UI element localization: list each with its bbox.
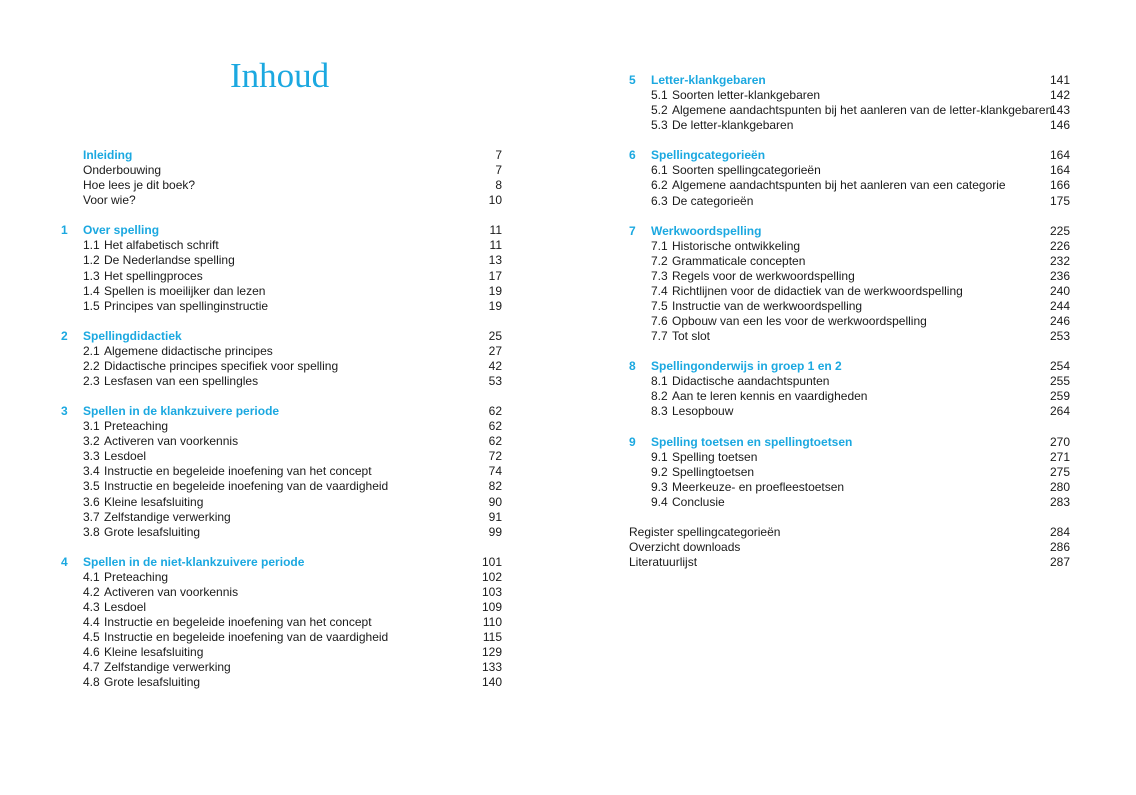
section-page: 19 bbox=[488, 298, 502, 313]
section-number: 4.3 bbox=[83, 600, 100, 615]
chapter-title: Over spelling bbox=[83, 223, 160, 238]
chapter-title: Spellingonderwijs in groep 1 en 2 bbox=[651, 359, 842, 374]
toc-section bbox=[629, 73, 1070, 133]
chapter-page: 254 bbox=[1049, 359, 1070, 374]
toc-section bbox=[61, 329, 502, 389]
section-page: 240 bbox=[1049, 283, 1070, 298]
section-title: Aan te leren kennis en vaardigheden bbox=[672, 389, 868, 404]
section-page: 236 bbox=[1049, 268, 1070, 283]
section-title: Principes van spellinginstructie bbox=[104, 298, 269, 313]
toc-entry bbox=[629, 374, 1070, 389]
section-number: 7.6 bbox=[651, 314, 668, 329]
section-title: Grammaticale concepten bbox=[672, 253, 806, 268]
section-title: Lesopbouw bbox=[672, 404, 734, 419]
section-page: 17 bbox=[488, 268, 502, 283]
section-page: 146 bbox=[1049, 118, 1070, 133]
section-page: 19 bbox=[488, 283, 502, 298]
section-number: 1.3 bbox=[83, 268, 100, 283]
chapter-page: 7 bbox=[495, 148, 502, 162]
toc-entry bbox=[629, 404, 1070, 419]
section-page: 74 bbox=[488, 464, 502, 479]
toc-entry bbox=[629, 194, 1070, 209]
toc-entry bbox=[629, 88, 1070, 103]
section-page: 102 bbox=[481, 569, 502, 584]
section-title: Zelfstandige verwerking bbox=[104, 509, 231, 524]
toc-entry bbox=[61, 510, 502, 525]
toc-entry bbox=[61, 464, 502, 479]
section-page: 284 bbox=[1049, 524, 1070, 539]
toc-entry bbox=[61, 525, 502, 540]
section-number: 7.4 bbox=[651, 283, 668, 298]
toc-entry bbox=[61, 615, 502, 630]
page-title: Inhoud bbox=[230, 56, 330, 95]
toc-entry bbox=[629, 540, 1070, 555]
toc-section bbox=[629, 148, 1070, 208]
section-page: 175 bbox=[1049, 193, 1070, 208]
toc-entry bbox=[629, 555, 1070, 570]
toc-section bbox=[629, 525, 1070, 570]
chapter-entry bbox=[61, 329, 502, 344]
section-page: 90 bbox=[488, 494, 502, 509]
section-page: 142 bbox=[1049, 88, 1070, 103]
toc-entry bbox=[629, 239, 1070, 254]
section-title: Opbouw van een les voor de werkwoordspelling bbox=[672, 314, 927, 329]
section-number: 5.3 bbox=[651, 118, 668, 133]
toc-entry bbox=[61, 344, 502, 359]
toc-section bbox=[61, 223, 502, 313]
chapter-number: 7 bbox=[629, 223, 636, 238]
section-number: 3.8 bbox=[83, 524, 100, 539]
toc-entry bbox=[629, 103, 1070, 118]
section-title: Instructie van de werkwoordspelling bbox=[672, 299, 863, 314]
section-title: Lesdoel bbox=[104, 449, 147, 464]
toc-column-right bbox=[629, 73, 1070, 585]
chapter-entry bbox=[61, 555, 502, 570]
section-title: Algemene didactische principes bbox=[104, 343, 273, 358]
toc-section bbox=[61, 148, 502, 208]
section-number: 8.3 bbox=[651, 404, 668, 419]
toc-entry bbox=[61, 645, 502, 660]
section-title: Lesdoel bbox=[104, 600, 147, 615]
toc-entry bbox=[61, 359, 502, 374]
toc-entry bbox=[61, 284, 502, 299]
section-title: Meerkeuze- en proefleestoetsen bbox=[672, 479, 845, 494]
toc-entry bbox=[61, 630, 502, 645]
section-title: Register spellingcategorieën bbox=[629, 524, 781, 539]
section-number: 7.7 bbox=[651, 329, 668, 344]
toc-entry bbox=[61, 419, 502, 434]
section-title: Spelling toetsen bbox=[672, 449, 758, 464]
section-number: 1.2 bbox=[83, 253, 100, 268]
toc-entry bbox=[61, 238, 502, 253]
section-number: 8.2 bbox=[651, 389, 668, 404]
chapter-page: 225 bbox=[1049, 223, 1070, 238]
chapter-page: 101 bbox=[481, 554, 502, 569]
toc-entry bbox=[61, 585, 502, 600]
section-page: 287 bbox=[1049, 555, 1070, 570]
toc-entry bbox=[629, 254, 1070, 269]
section-number: 3.5 bbox=[83, 479, 100, 494]
toc-entry bbox=[629, 525, 1070, 540]
section-number: 9.2 bbox=[651, 464, 668, 479]
toc-entry bbox=[629, 465, 1070, 480]
chapter-page: 270 bbox=[1049, 434, 1070, 449]
toc-entry bbox=[61, 675, 502, 690]
section-title: Literatuurlijst bbox=[629, 555, 698, 570]
chapter-entry bbox=[629, 435, 1070, 450]
chapter-page: 11 bbox=[489, 223, 502, 238]
section-number: 4.1 bbox=[83, 569, 100, 584]
section-page: 53 bbox=[488, 374, 502, 389]
section-page: 246 bbox=[1049, 314, 1070, 329]
toc-column-left bbox=[61, 148, 502, 706]
toc-entry bbox=[629, 269, 1070, 284]
section-title: Het spellingproces bbox=[104, 268, 203, 283]
chapter-entry bbox=[61, 148, 502, 163]
toc-entry bbox=[61, 299, 502, 314]
chapter-page: 62 bbox=[488, 404, 502, 419]
section-title: De categorieën bbox=[672, 193, 754, 208]
chapter-number: 3 bbox=[61, 404, 68, 419]
toc-entry bbox=[629, 495, 1070, 510]
section-number: 5.1 bbox=[651, 88, 668, 103]
chapter-entry bbox=[629, 148, 1070, 163]
section-title: De Nederlandse spelling bbox=[104, 253, 235, 268]
section-title: De letter-klankgebaren bbox=[672, 118, 794, 133]
section-page: 226 bbox=[1049, 238, 1070, 253]
section-page: 264 bbox=[1049, 404, 1070, 419]
chapter-title: Spellingdidactiek bbox=[83, 328, 182, 343]
section-number: 3.2 bbox=[83, 434, 100, 449]
section-number: 4.4 bbox=[83, 615, 100, 630]
toc-entry bbox=[629, 314, 1070, 329]
section-title: Hoe lees je dit boek? bbox=[83, 178, 196, 193]
section-number: 4.6 bbox=[83, 645, 100, 660]
chapter-title: Letter-klankgebaren bbox=[651, 73, 766, 87]
toc-entry bbox=[629, 163, 1070, 178]
toc-entry bbox=[629, 299, 1070, 314]
toc-section bbox=[629, 224, 1070, 345]
section-page: 13 bbox=[488, 253, 502, 268]
section-title: Zelfstandige verwerking bbox=[104, 660, 231, 675]
section-title: Kleine lesafsluiting bbox=[104, 494, 204, 509]
section-page: 109 bbox=[481, 600, 502, 615]
section-title: Grote lesafsluiting bbox=[104, 675, 201, 690]
section-page: 62 bbox=[488, 434, 502, 449]
chapter-title: Werkwoordspelling bbox=[651, 223, 762, 238]
section-number: 6.3 bbox=[651, 193, 668, 208]
section-number: 4.8 bbox=[83, 675, 100, 690]
chapter-page: 164 bbox=[1049, 148, 1070, 163]
toc-section bbox=[61, 555, 502, 691]
section-page: 11 bbox=[489, 238, 502, 253]
chapter-page: 25 bbox=[488, 328, 502, 343]
section-title: Het alfabetisch schrift bbox=[104, 238, 219, 253]
toc-entry bbox=[629, 450, 1070, 465]
section-title: Grote lesafsluiting bbox=[104, 524, 201, 539]
toc-entry bbox=[629, 329, 1070, 344]
section-title: Soorten letter-klankgebaren bbox=[672, 88, 821, 103]
section-title: Richtlijnen voor de didactiek van de werkwoordspelling bbox=[672, 283, 963, 298]
toc-entry bbox=[629, 389, 1070, 404]
section-number: 2.2 bbox=[83, 358, 100, 373]
section-page: 62 bbox=[488, 419, 502, 434]
section-title: Activeren van voorkennis bbox=[104, 584, 239, 599]
section-page: 271 bbox=[1049, 449, 1070, 464]
chapter-entry bbox=[61, 223, 502, 238]
toc-entry bbox=[629, 284, 1070, 299]
section-title: Instructie en begeleide inoefening van het concept bbox=[104, 464, 372, 479]
section-title: Didactische principes specifiek voor spelling bbox=[104, 358, 339, 373]
chapter-title: Spellingcategorieën bbox=[651, 148, 766, 163]
chapter-number: 5 bbox=[629, 73, 636, 87]
section-page: 140 bbox=[481, 675, 502, 690]
section-page: 110 bbox=[482, 615, 502, 630]
toc-entry bbox=[629, 480, 1070, 495]
chapter-entry bbox=[629, 73, 1070, 88]
section-number: 4.5 bbox=[83, 630, 100, 645]
section-title: Instructie en begeleide inoefening van de vaardigheid bbox=[104, 479, 389, 494]
section-page: 91 bbox=[488, 509, 502, 524]
section-page: 253 bbox=[1049, 329, 1070, 344]
chapter-entry bbox=[629, 359, 1070, 374]
section-number: 3.4 bbox=[83, 464, 100, 479]
chapter-entry bbox=[61, 404, 502, 419]
toc-section bbox=[629, 359, 1070, 419]
section-title: Conclusie bbox=[672, 494, 725, 509]
section-title: Preteaching bbox=[104, 419, 169, 434]
toc-entry bbox=[629, 178, 1070, 193]
section-title: Regels voor de werkwoordspelling bbox=[672, 268, 855, 283]
section-page: 259 bbox=[1049, 389, 1070, 404]
chapter-title: Inleiding bbox=[83, 148, 133, 162]
section-page: 133 bbox=[481, 660, 502, 675]
section-number: 6.2 bbox=[651, 178, 668, 193]
section-title: Lesfasen van een spellingles bbox=[104, 374, 259, 389]
section-title: Soorten spellingcategorieën bbox=[672, 163, 821, 178]
chapter-entry bbox=[629, 224, 1070, 239]
section-title: Spellingtoetsen bbox=[672, 464, 755, 479]
section-title: Kleine lesafsluiting bbox=[104, 645, 204, 660]
section-number: 1.4 bbox=[83, 283, 100, 298]
section-number: 7.5 bbox=[651, 299, 668, 314]
section-page: 8 bbox=[495, 178, 502, 193]
toc-entry bbox=[61, 479, 502, 494]
section-number: 3.7 bbox=[83, 509, 100, 524]
chapter-number: 8 bbox=[629, 359, 636, 374]
toc-section bbox=[61, 404, 502, 540]
section-page: 143 bbox=[1049, 103, 1070, 118]
chapter-page: 141 bbox=[1049, 73, 1070, 87]
section-number: 4.2 bbox=[83, 584, 100, 599]
chapter-number: 9 bbox=[629, 434, 636, 449]
toc-entry bbox=[61, 449, 502, 464]
toc-entry bbox=[61, 660, 502, 675]
toc-entry bbox=[61, 495, 502, 510]
section-title: Historische ontwikkeling bbox=[672, 238, 801, 253]
section-number: 1.5 bbox=[83, 298, 100, 313]
section-title: Instructie en begeleide inoefening van het concept bbox=[104, 615, 372, 630]
section-number: 9.4 bbox=[651, 494, 668, 509]
section-page: 244 bbox=[1049, 299, 1070, 314]
section-number: 2.1 bbox=[83, 343, 100, 358]
section-page: 232 bbox=[1049, 253, 1070, 268]
section-title: Preteaching bbox=[104, 569, 169, 584]
section-page: 166 bbox=[1049, 178, 1070, 193]
chapter-number: 6 bbox=[629, 148, 636, 163]
section-page: 255 bbox=[1049, 374, 1070, 389]
section-title: Algemene aandachtspunten bij het aanleren van een categorie bbox=[672, 178, 1006, 193]
section-title: Overzicht downloads bbox=[629, 540, 741, 555]
toc-entry bbox=[61, 269, 502, 284]
toc-entry bbox=[61, 163, 502, 178]
section-number: 9.1 bbox=[651, 449, 668, 464]
toc-entry bbox=[61, 600, 502, 615]
section-number: 3.1 bbox=[83, 419, 100, 434]
section-number: 4.7 bbox=[83, 660, 100, 675]
toc-section bbox=[629, 435, 1070, 510]
section-page: 72 bbox=[488, 449, 502, 464]
section-number: 9.3 bbox=[651, 479, 668, 494]
chapter-title: Spellen in de niet-klankzuivere periode bbox=[83, 554, 305, 569]
section-number: 3.3 bbox=[83, 449, 100, 464]
section-page: 10 bbox=[488, 193, 502, 208]
section-title: Tot slot bbox=[672, 329, 711, 344]
section-page: 103 bbox=[481, 584, 502, 599]
section-page: 82 bbox=[488, 479, 502, 494]
section-page: 7 bbox=[495, 163, 502, 178]
section-title: Voor wie? bbox=[83, 193, 136, 208]
section-page: 280 bbox=[1049, 479, 1070, 494]
section-number: 3.6 bbox=[83, 494, 100, 509]
section-number: 2.3 bbox=[83, 374, 100, 389]
toc-entry bbox=[61, 374, 502, 389]
chapter-number: 4 bbox=[61, 554, 68, 569]
section-number: 7.2 bbox=[651, 253, 668, 268]
section-number: 6.1 bbox=[651, 163, 668, 178]
toc-entry bbox=[629, 118, 1070, 133]
section-title: Onderbouwing bbox=[83, 163, 162, 178]
section-number: 8.1 bbox=[651, 374, 668, 389]
section-title: Instructie en begeleide inoefening van de vaardigheid bbox=[104, 630, 389, 645]
section-page: 42 bbox=[488, 358, 502, 373]
toc-entry bbox=[61, 434, 502, 449]
chapter-number: 1 bbox=[61, 223, 68, 238]
section-page: 286 bbox=[1049, 540, 1070, 555]
section-page: 27 bbox=[488, 343, 502, 358]
toc-entry bbox=[61, 178, 502, 193]
section-number: 7.3 bbox=[651, 268, 668, 283]
section-title: Activeren van voorkennis bbox=[104, 434, 239, 449]
section-page: 129 bbox=[481, 645, 502, 660]
toc-entry bbox=[61, 193, 502, 208]
section-page: 164 bbox=[1049, 163, 1070, 178]
chapter-title: Spellen in de klankzuivere periode bbox=[83, 404, 280, 419]
chapter-number: 2 bbox=[61, 328, 68, 343]
section-title: Algemene aandachtspunten bij het aanleren van de letter-klankgebaren bbox=[672, 103, 1053, 118]
section-title: Didactische aandachtspunten bbox=[672, 374, 830, 389]
section-page: 275 bbox=[1049, 464, 1070, 479]
chapter-title: Spelling toetsen en spellingtoetsen bbox=[651, 434, 853, 449]
section-title: Spellen is moeilijker dan lezen bbox=[104, 283, 266, 298]
section-page: 99 bbox=[488, 524, 502, 539]
section-page: 283 bbox=[1049, 494, 1070, 509]
section-number: 1.1 bbox=[83, 238, 100, 253]
section-page: 115 bbox=[482, 630, 502, 645]
toc-entry bbox=[61, 253, 502, 268]
section-number: 7.1 bbox=[651, 238, 668, 253]
section-number: 5.2 bbox=[651, 103, 668, 118]
toc-entry bbox=[61, 570, 502, 585]
